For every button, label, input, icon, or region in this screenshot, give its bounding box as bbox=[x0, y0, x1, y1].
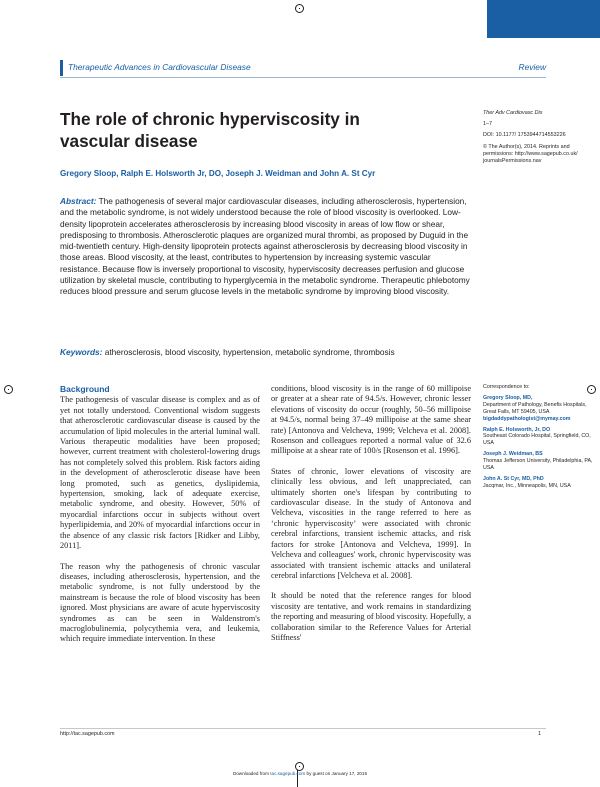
author-affiliation: Jacqmar, Inc., Minneapolis, MN, USA bbox=[483, 482, 571, 489]
download-site-link[interactable]: tac.sagepub.com bbox=[270, 771, 306, 776]
body-column-1 bbox=[60, 384, 260, 655]
download-prefix: Downloaded from bbox=[232, 771, 269, 776]
header-accent bbox=[60, 60, 63, 76]
header-rule bbox=[60, 77, 546, 78]
author-address bbox=[483, 427, 593, 448]
article-section: Review bbox=[518, 62, 546, 72]
author-list: Gregory Sloop, Ralph E. Holsworth Jr, DO, Joseph J. Weidman and John A. St Cyr bbox=[60, 169, 376, 178]
copyright: © The Author(s), 2014. Reprints and permissions: http://www.sagepub.co.uk/ journalsPermissions.nav bbox=[483, 143, 578, 165]
abstract-text: The pathogenesis of several major cardiovascular diseases, including atherosclerosis, hypertension, and the metabolic syndrome, is not widely understood because the role of blood viscosity is overlooked. Low-density lipoprotein accelerates atherosclerosis by increasing blood viscosity in areas of low flow or shear, predisposing to thrombosis. Atherosclerotic plaques are organized mural thrombi, as proposed by Duguid in the mid-twentieth century. High-density lipoprotein protects against atherosclerosis by decreasing blood viscosity in those areas. Blood viscosity, at the least, contributes to hypertension by increasing systemic vascular resistance. Because flow is inversely proportional to viscosity, hyperviscosity decreases perfusion and glucose utilization by skeletal muscle, contributing to hyperglycemia in the metabolic syndrome. Therapeutic phlebotomy reduces blood pressure and serum glucose levels in the metabolic syndrome by improving blood viscosity. bbox=[60, 196, 470, 297]
registration-mark-top bbox=[295, 4, 304, 13]
registration-mark-left bbox=[4, 385, 13, 394]
author-name: Ralph E. Holsworth, Jr, DO bbox=[483, 426, 551, 433]
journal-name: Therapeutic Advances in Cardiovascular Disease bbox=[68, 62, 251, 72]
journal-color-block bbox=[487, 0, 600, 38]
journal-header bbox=[60, 60, 546, 76]
author-affiliation: Thomas Jefferson University, Philadelphia, PA, USA bbox=[483, 458, 593, 472]
paragraph: The reason why the pathogenesis of chronic vascular diseases, including atherosclerosis, hypertension, and the metabolic syndrome, is not fully understood by the mainstream is because the role of blood viscosity has been ignored. Most physicians are aware of acute hyperviscosity syndromes as can be seen in Waldenstrom's macroglobulinemia, polycythemia vera, and leukemia, which require immediate intervention. In these bbox=[60, 561, 260, 644]
citation: Ther Adv Cardiovasc Dis bbox=[483, 110, 543, 116]
section-heading-background: Background bbox=[60, 384, 110, 394]
article-title: The role of chronic hyperviscosity in vascular disease bbox=[60, 109, 360, 151]
author-address bbox=[483, 451, 593, 472]
page-range: 1–7 bbox=[483, 121, 492, 128]
download-suffix: by guest on January 17, 2015 bbox=[306, 771, 368, 776]
author-name: Gregory Sloop, MD, bbox=[483, 394, 533, 401]
paragraph: conditions, blood viscosity is in the range of 60 millipoise or greater at a shear rate of 94.5/s. However, chronic lesser elevations of viscosity do occur (roughly, 50–56 millipoise at 94.5/s, normal being 37–49 millipoise at the same shear rate) [Antonova and Velcheva, 1999; Velcheva et al. 2008]. Rosenson and colleagues reported a normal value of 32.6 millipoise at a shear rate of 100/s [Rosenson et al. 1996]. bbox=[271, 384, 471, 456]
keywords-text: atherosclerosis, blood viscosity, hypertension, metabolic syndrome, thrombosis bbox=[104, 347, 395, 357]
article-meta bbox=[483, 110, 593, 169]
footer-url[interactable]: http://tac.sagepub.com bbox=[60, 731, 115, 737]
keywords-label: Keywords: bbox=[60, 347, 103, 357]
download-note bbox=[0, 771, 600, 776]
correspondence-label: Correspondence to: bbox=[483, 384, 530, 390]
author-address bbox=[483, 395, 593, 423]
author-name: John A. St Cyr, MD, PhD bbox=[483, 475, 544, 482]
abstract bbox=[60, 196, 471, 298]
footer-rule bbox=[60, 728, 546, 729]
keywords bbox=[60, 347, 480, 357]
page-number: 1 bbox=[538, 731, 541, 737]
paragraph: States of chronic, lower elevations of viscosity are clinically less obvious, and left unappreciated, can ultimately shorten one's lifespan by contributing to cardiovascular disease. In the study of Antonova and Velcheva, viscosities in the range referred to here as ‘chronic hyperviscosity’ were associated with chronic cerebral infarctions, transient ischemic attacks, and risk factors for stroke [Antonova and Velcheva, 1999]. In Velcheva and colleagues' work, chronic hyperviscosity was associated with transient ischemic attacks and unilateral cerebral infarctions [Velcheva et al. 2008]. bbox=[271, 466, 471, 580]
doi: DOI: 10.1177/ 1753944714553226 bbox=[483, 132, 566, 139]
correspondence bbox=[483, 384, 593, 494]
author-affiliation: Department of Pathology, Benefis Hospitals, Great Falls, MT 59405, USA bbox=[483, 401, 587, 415]
paragraph: It should be noted that the reference ranges for blood viscosity are tentative, and work remains in standardizing the reporting and measuring of blood viscosity. Hopefully, a collaboration similar to the Reference Values for Arterial Stiffness' bbox=[271, 591, 471, 642]
author-name: Joseph J. Weidman, BS bbox=[483, 451, 543, 458]
author-address bbox=[483, 476, 593, 490]
abstract-label: Abstract: bbox=[60, 196, 97, 206]
author-affiliation: Southeast Colorado Hospital, Springfield, CO, USA bbox=[483, 433, 591, 447]
body-column-2 bbox=[271, 384, 471, 653]
paragraph: The pathogenesis of vascular disease is complex and as of yet not totally understood. Conventional wisdom suggests that atherosclerotic cardiovascular disease is caused by the accumulation of lipid molecules in the arterial luminal wall. Various therapeutic modalities have been proposed; however, current treatment with cholesterol-lowering drugs has not completely solved this problem. Risk factors aiding in the development of atherosclerotic disease have been long promoted, such as genetics, dyslipidemia, hypertension, smoking, lack of adequate exercise, metabolic syndrome, and obesity. However, 50% of myocardial infarctions occur in subjects without overt hyperlipidemia, and 20% of myocardial infarctions occur in the absence of any classic risk factors [Ridker and Libby, 2011]. bbox=[60, 395, 260, 551]
author-email[interactable]: bigdaddypathologist@mymay.com bbox=[483, 415, 571, 422]
